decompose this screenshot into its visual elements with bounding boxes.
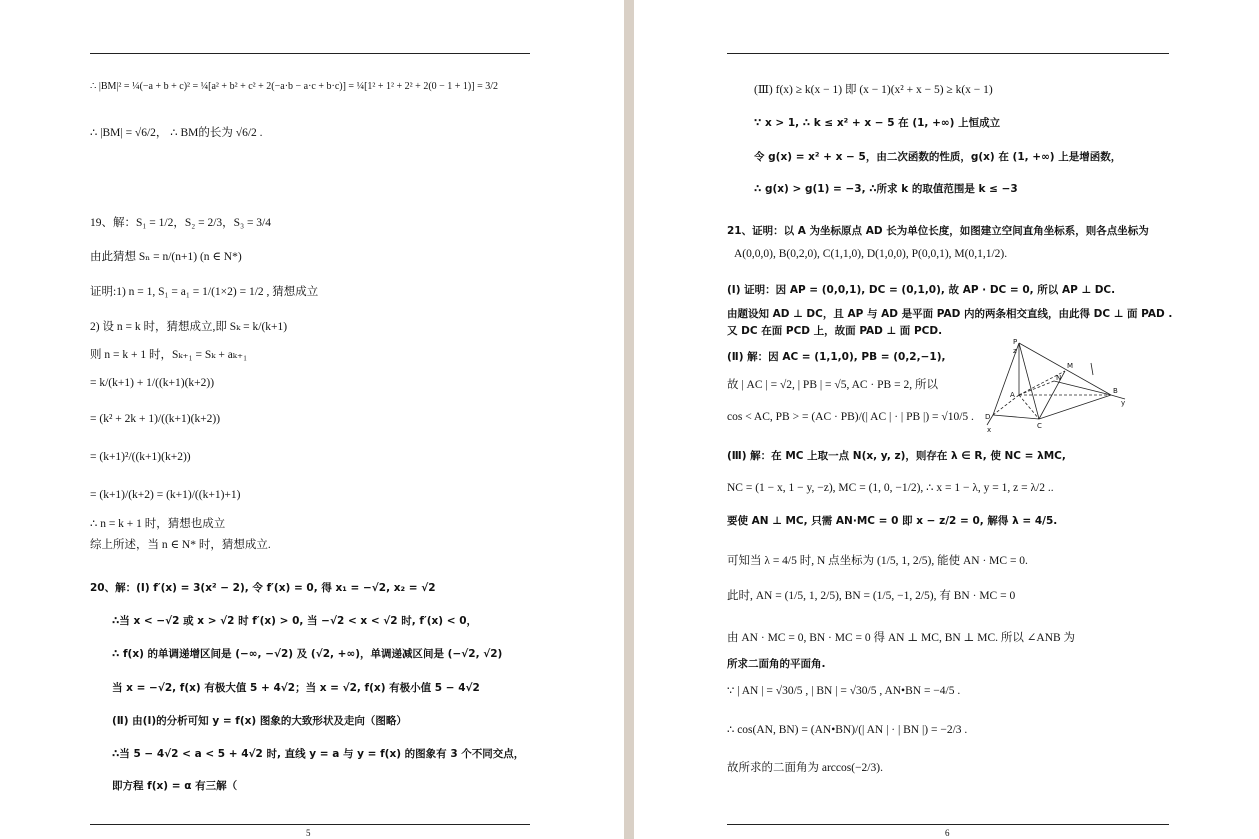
text-line: 故 | AC | = √2, | PB | = √5, AC · PB = 2, 所以	[727, 379, 938, 391]
text-line: 2) 设 n = k 时，猜想成立,即 Sₖ = k/(k+1)	[90, 321, 288, 333]
header-rule	[90, 53, 530, 54]
label-z: z	[1013, 347, 1017, 355]
label-m: M	[1067, 362, 1074, 370]
text-line: 要使 AN ⊥ MC, 只需 AN·MC = 0 即 x − z/2 = 0, 解得 λ = 4/5.	[727, 515, 1058, 527]
text-line: (Ⅱ) 解：因 AC = (1,1,0), PB = (0,2,−1),	[727, 351, 946, 363]
text-line: A(0,0,0), B(0,2,0), C(1,1,0), D(1,0,0), P(0,0,1), M(0,1,1/2).	[734, 248, 1008, 260]
text-line: ∴ g(x) > g(1) = −3, ∴所求 k 的取值范围是 k ≤ −3	[754, 183, 1018, 195]
footer-rule	[727, 824, 1169, 825]
text-line: = k/(k+1) + 1/((k+1)(k+2))	[90, 377, 215, 389]
text-line: 令 g(x) = x² + x − 5，由二次函数的性质，g(x) 在 (1, +∞) 上是增函数，	[754, 151, 1122, 163]
text-line: 由此猜想 Sₙ = n/(n+1) (n ∈ N*)	[90, 251, 242, 263]
left-page	[0, 0, 624, 839]
page-number: 6	[945, 828, 950, 838]
text-line: 即方程 f(x) = α 有三解（	[112, 780, 238, 792]
text-line: 20、解：(Ⅰ) f′(x) = 3(x² − 2), 令 f′(x) = 0, 得 x₁ = −√2, x₂ = √2	[90, 582, 436, 594]
text-line: 可知当 λ = 4/5 时, N 点坐标为 (1/5, 1, 2/5), 能使 AN · MC = 0.	[727, 555, 1028, 567]
text-line: cos < AC, PB > = (AC · PB)/(| AC | · | PB |) = √10/5 .	[727, 411, 974, 423]
text-line: 则 n = k + 1 时，Sₖ₊₁ = Sₖ + aₖ₊₁	[90, 349, 248, 361]
text-line: ∵ x > 1, ∴ k ≤ x² + x − 5 在 (1, +∞) 上恒成立	[754, 117, 1001, 129]
text-line: (Ⅲ) 解：在 MC 上取一点 N(x, y, z)，则存在 λ ∈ R, 使 NC = λMC,	[727, 450, 1066, 462]
text-line: ∴当 x < −√2 或 x > √2 时 f′(x) > 0, 当 −√2 < x < √2 时, f′(x) < 0，	[112, 615, 478, 627]
label-x: x	[987, 426, 992, 434]
text-line: ∴ |BM|² = ¼(−a + b + c)² = ¼[a² + b² + c² + 2(−a·b − a·c + b·c)] = ¼[1² + 1² + 2² + 2(0 − 1 + 1)] = 3/2	[90, 81, 499, 92]
text-line: = (k+1)/(k+2) = (k+1)/((k+1)+1)	[90, 489, 241, 501]
page-number: 5	[306, 828, 311, 838]
header-rule	[727, 53, 1169, 54]
text-line: = (k² + 2k + 1)/((k+1)(k+2))	[90, 413, 221, 425]
text-line: 又 DC 在面 PCD 上，故面 PAD ⊥ 面 PCD.	[727, 325, 943, 337]
text-line: ∴ f(x) 的单调递增区间是 (−∞, −√2) 及 (√2, +∞)，单调递减区间是 (−√2, √2)	[112, 648, 503, 660]
right-page	[634, 0, 1259, 839]
text-line: 由题设知 AD ⊥ DC，且 AP 与 AD 是平面 PAD 内的两条相交直线，由此得 DC ⊥ 面 PAD .	[727, 308, 1173, 320]
text-line: 综上所述，当 n ∈ N* 时，猜想成立.	[90, 539, 271, 551]
text-line: (Ⅱ) 由(Ⅰ)的分析可知 y = f(x) 图象的大致形状及走向（图略）	[112, 715, 407, 727]
label-d: D	[985, 413, 991, 421]
pyramid-coordinate-diagram	[979, 335, 1129, 435]
text-line: ∴ |BM| = √6/2， ∴ BM的长为 √6/2 .	[90, 127, 263, 139]
text-line: 21、证明：以 A 为坐标原点 AD 长为单位长度，如图建立空间直角坐标系，则各点坐标为	[727, 225, 1149, 237]
label-a: A	[1010, 391, 1015, 399]
label-y: y	[1121, 399, 1126, 407]
text-line: ∵ | AN | = √30/5 , | BN | = √30/5 , AN•BN = −4/5 .	[727, 685, 961, 697]
text-line: ∴ cos(AN, BN) = (AN•BN)/(| AN | · | BN |) = −2/3 .	[727, 724, 968, 736]
label-b: B	[1113, 387, 1118, 395]
footer-rule	[90, 824, 530, 825]
text-line: ∴当 5 − 4√2 < a < 5 + 4√2 时, 直线 y = a 与 y = f(x) 的图象有 3 个不同交点，	[112, 748, 525, 760]
text-line: NC = (1 − x, 1 − y, −z), MC = (1, 0, −1/2), ∴ x = 1 − λ, y = 1, z = λ/2 ..	[727, 482, 1054, 494]
text-line: ∴ n = k + 1 时，猜想也成立	[90, 518, 226, 530]
label-c: C	[1037, 422, 1042, 430]
label-p: P	[1013, 338, 1018, 346]
text-line: 19、解：S₁ = 1/2，S₂ = 2/3，S₃ = 3/4	[90, 217, 272, 229]
text-line: 由 AN · MC = 0, BN · MC = 0 得 AN ⊥ MC, BN ⊥ MC. 所以 ∠ANB 为	[727, 632, 1076, 644]
label-n: N	[1056, 374, 1062, 382]
text-line: 故所求的二面角为 arccos(−2/3).	[727, 762, 883, 774]
text-line: (Ⅰ) 证明：因 AP = (0,0,1), DC = (0,1,0), 故 AP · DC = 0, 所以 AP ⊥ DC.	[727, 284, 1116, 296]
text-line: = (k+1)²/((k+1)(k+2))	[90, 451, 191, 463]
text-line: (Ⅲ) f(x) ≥ k(x − 1) 即 (x − 1)(x² + x − 5) ≥ k(x − 1)	[754, 84, 993, 96]
text-line: 所求二面角的平面角.	[727, 658, 826, 670]
text-line: 当 x = −√2, f(x) 有极大值 5 + 4√2；当 x = √2, f(x) 有极小值 5 − 4√2	[112, 682, 480, 694]
text-line: 此时, AN = (1/5, 1, 2/5), BN = (1/5, −1, 2/5), 有 BN · MC = 0	[727, 590, 1016, 602]
text-line: 证明:1) n = 1, S₁ = a₁ = 1/(1×2) = 1/2 , 猜想成立	[90, 286, 319, 298]
